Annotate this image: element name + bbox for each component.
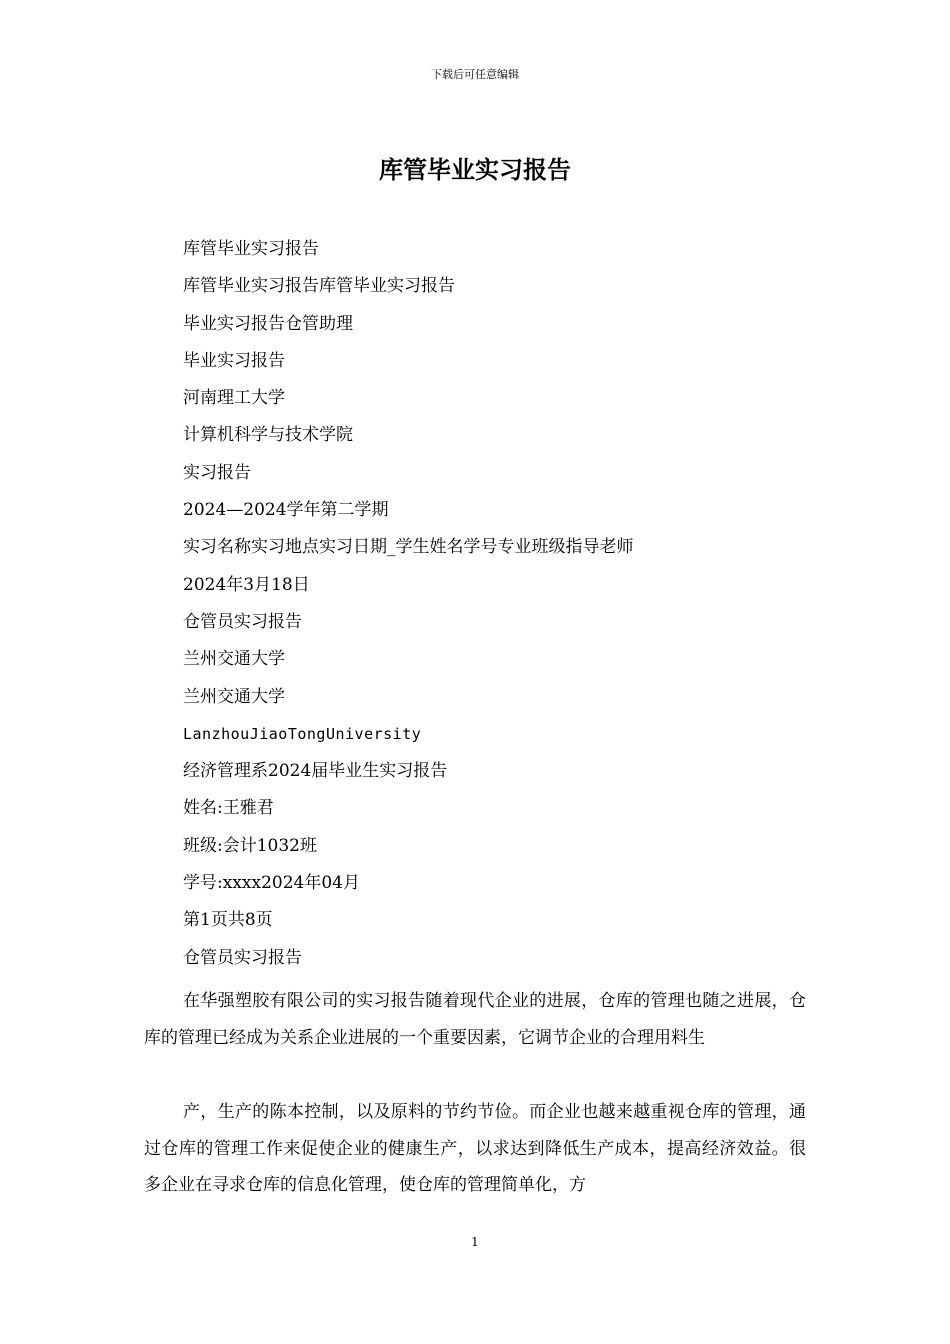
text-line: 库管毕业实习报告库管毕业实习报告 [183, 276, 455, 297]
text-line: 实习报告 [183, 462, 251, 483]
text-line: 2024—2024学年第二学期 [183, 500, 389, 521]
body-paragraph: 产，生产的陈本控制，以及原料的节约节俭。而企业也越来越重视仓库的管理，通过仓库的管理工作来促使企业的健康生产，以求达到降低生产成本，提高经济效益。很多企业在寻求仓库的信息化管理，使仓库的管理简单化，方 [144, 1102, 806, 1196]
text-line: 仓管员实习报告 [183, 947, 302, 968]
document-title: 库管毕业实习报告 [379, 155, 571, 184]
text-line: 计算机科学与技术学院 [183, 425, 353, 446]
text-line: 库管毕业实习报告 [183, 239, 319, 259]
cover-lines [183, 234, 823, 980]
page-number: 1 [471, 1235, 479, 1249]
text-line: 河南理工大学 [183, 388, 285, 409]
text-line: 班级:会计1032班 [183, 835, 317, 856]
text-line: 第1页共8页 [183, 910, 273, 931]
header-note: 下载后可任意编辑 [431, 68, 519, 81]
text-line: 仓管员实习报告 [183, 611, 302, 632]
text-line: 兰州交通大学 [183, 649, 285, 670]
text-line: 毕业实习报告 [183, 350, 285, 371]
text-line: 实习名称实习地点实习日期_学生姓名学号专业班级指导老师 [183, 537, 634, 558]
text-line: 姓名:王雅君 [183, 798, 274, 819]
text-line: 2024年3月18日 [183, 574, 310, 595]
text-line: 兰州交通大学 [183, 686, 285, 707]
text-line: LanzhouJiaoTongUniversity [183, 724, 422, 743]
text-line: 经济管理系2024届毕业生实习报告 [183, 761, 448, 782]
text-line: 学号:xxxx2024年04月 [183, 873, 360, 894]
body-paragraph: 在华强塑胶有限公司的实习报告随着现代企业的进展，仓库的管理也随之进展，仓库的管理已经成为关系企业进展的一个重要因素，它调节企业的合理用料生 [144, 991, 806, 1048]
text-line: 毕业实习报告仓管助理 [183, 313, 353, 334]
